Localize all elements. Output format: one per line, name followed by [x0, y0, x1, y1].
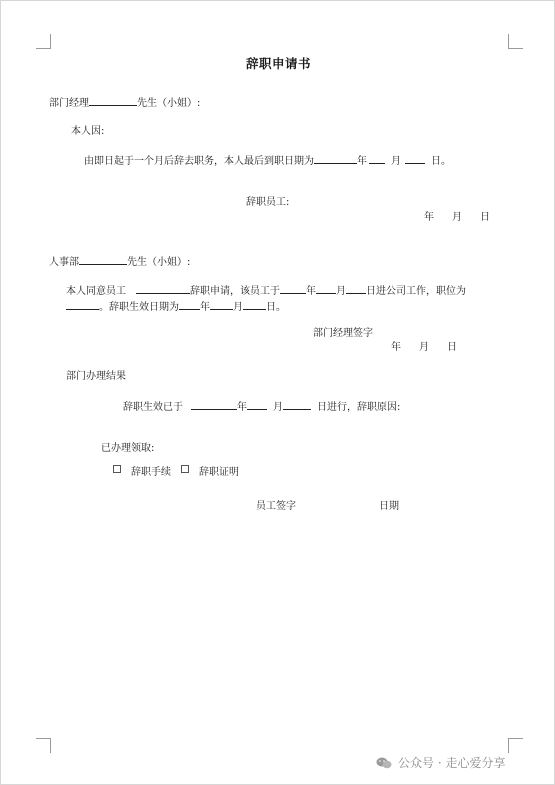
- blank-done-day[interactable]: [283, 399, 311, 410]
- blank-done-month[interactable]: [247, 399, 267, 410]
- manager-sign-date: 年 月 日: [391, 342, 457, 353]
- blank-last-day[interactable]: [405, 153, 425, 164]
- addressee-line-manager: 部门经理 先生（小姐）:: [49, 95, 200, 110]
- addressee-line-hr: 人事部 先生（小姐）:: [49, 254, 190, 269]
- watermark: [376, 754, 505, 771]
- blank-employee-name[interactable]: [136, 283, 190, 294]
- received-label: 已办理领取:: [101, 443, 155, 454]
- blank-position[interactable]: [66, 299, 99, 310]
- employee-signature-label: 员工签字: [256, 501, 296, 512]
- margin-corner-top-left: [36, 34, 51, 49]
- blank-done-year[interactable]: [191, 399, 237, 410]
- blank-last-month[interactable]: [369, 153, 385, 164]
- department-result-heading: 部门办理结果: [66, 371, 126, 382]
- manager-signature-label: 部门经理签字: [313, 328, 373, 339]
- blank-effective-month[interactable]: [210, 299, 233, 310]
- effective-date-line: 辞职生效已于 年 月 日进行，辞职原因:: [123, 399, 400, 414]
- blank-hr-name[interactable]: [79, 254, 127, 265]
- watermark-text: 公众号 · 走心爱分享: [398, 756, 506, 770]
- received-checkboxes: 辞职手续 辞职证明: [113, 465, 239, 479]
- date-label: 日期: [379, 501, 399, 512]
- blank-effective-year[interactable]: [179, 299, 200, 310]
- reason-label: 本人因:: [71, 126, 105, 137]
- blank-effective-day[interactable]: [243, 299, 266, 310]
- margin-corner-top-right: [508, 34, 523, 49]
- employee-sign-date: 年 月 日: [424, 212, 490, 223]
- blank-join-year[interactable]: [280, 283, 306, 294]
- resigning-employee-label: 辞职员工:: [246, 197, 290, 208]
- blank-join-day[interactable]: [346, 283, 366, 294]
- checkbox-resignation-certificate[interactable]: [181, 465, 189, 473]
- approval-line-2: 。辞职生效日期为 年 月 日。: [66, 299, 286, 314]
- blank-join-month[interactable]: [316, 283, 336, 294]
- last-day-line: 由即日起于一个月后辞去职务，本人最后到职日期为 年 月 日。: [84, 153, 451, 168]
- document-title: 辞职申请书: [246, 56, 312, 71]
- approval-line-1: 本人同意员工 辞职申请，该员工于 年 月 日进公司工作，职位为: [66, 283, 466, 298]
- margin-corner-bottom-left: [36, 738, 51, 753]
- blank-last-year[interactable]: [314, 153, 357, 164]
- margin-corner-bottom-right: [508, 738, 523, 753]
- checkbox-resignation-procedure[interactable]: [113, 465, 121, 473]
- wechat-icon: [376, 757, 392, 769]
- blank-manager-name[interactable]: [89, 95, 137, 106]
